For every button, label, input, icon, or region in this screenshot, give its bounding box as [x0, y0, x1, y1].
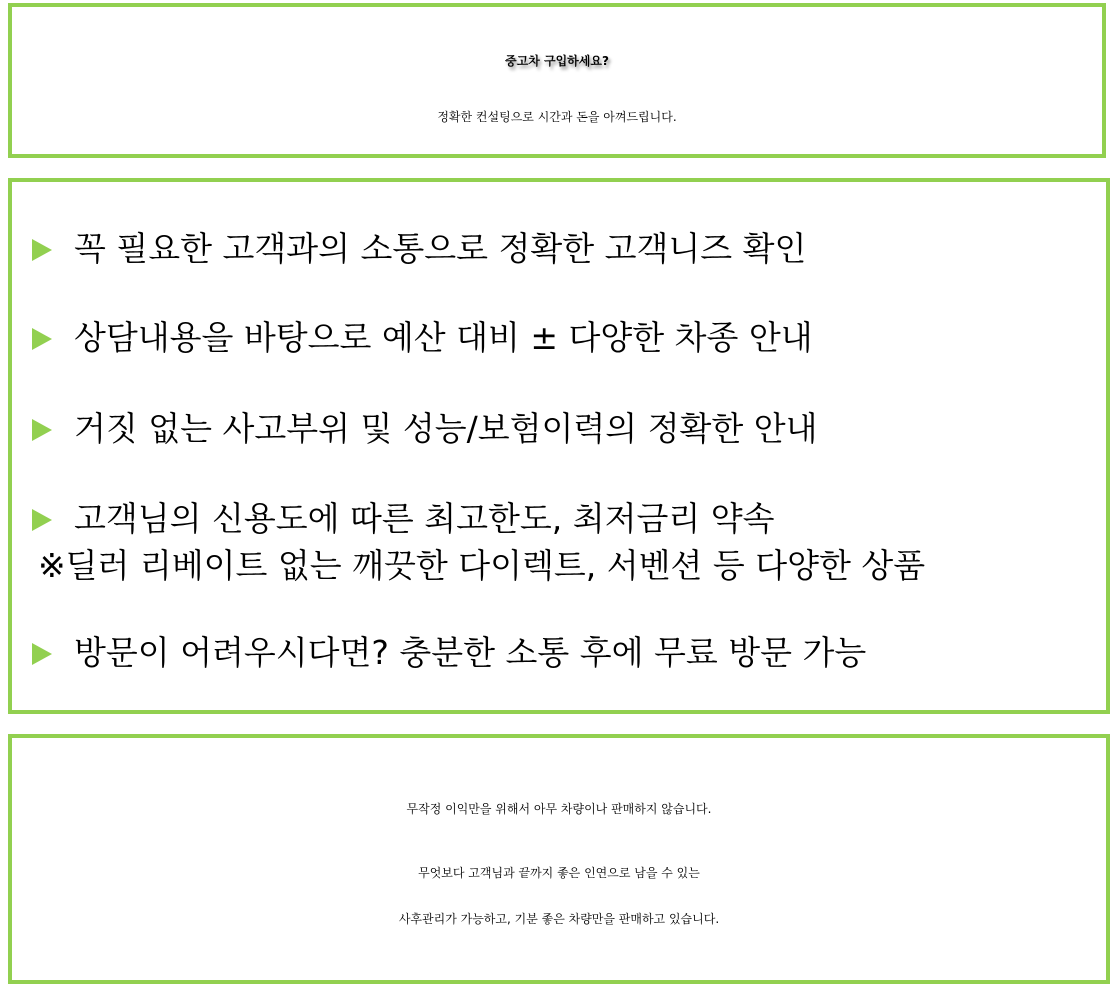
feature-item-text: 꼭 필요한 고객과의 소통으로 정확한 고객니즈 확인 — [74, 229, 807, 268]
feature-item-text: 상담내용을 바탕으로 예산 대비 ± 다양한 차종 안내 — [74, 318, 813, 357]
feature-item — [12, 315, 813, 361]
closing-line-1: 무작정 이익만을 위해서 아무 차량이나 판매하지 않습니다. — [406, 802, 712, 816]
feature-item-text: 고객님의 신용도에 따른 최고한도, 최저금리 약속 — [74, 499, 775, 538]
feature-item-text: 방문이 어려우시다면? 충분한 소통 후에 무료 방문 가능 — [74, 633, 867, 672]
closing-box — [8, 734, 1110, 984]
feature-item-text: 거짓 없는 사고부위 및 성능/보험이력의 정확한 안내 — [74, 409, 818, 448]
feature-item — [12, 630, 866, 676]
feature-item — [12, 226, 806, 272]
features-box — [8, 178, 1110, 714]
triangle-bullet-icon — [32, 509, 52, 531]
feature-item — [12, 406, 818, 452]
triangle-bullet-icon — [32, 328, 52, 350]
title-box — [8, 3, 1106, 158]
closing-line-2: 무엇보다 고객님과 끝까지 좋은 인연으로 남을 수 있는 — [418, 866, 700, 880]
triangle-bullet-icon — [32, 419, 52, 441]
feature-item — [12, 496, 775, 542]
feature-note: ※딜러 리베이트 없는 깨끗한 다이렉트, 서벤션 등 다양한 상품 — [38, 546, 926, 585]
headline: 중고차 구입하세요? — [505, 54, 609, 68]
closing-line-3: 사후관리가 가능하고, 기분 좋은 차량만을 판매하고 있습니다. — [398, 912, 720, 926]
subline: 정확한 컨설팅으로 시간과 돈을 아껴드립니다. — [437, 110, 677, 124]
triangle-bullet-icon — [32, 643, 52, 665]
triangle-bullet-icon — [32, 239, 52, 261]
